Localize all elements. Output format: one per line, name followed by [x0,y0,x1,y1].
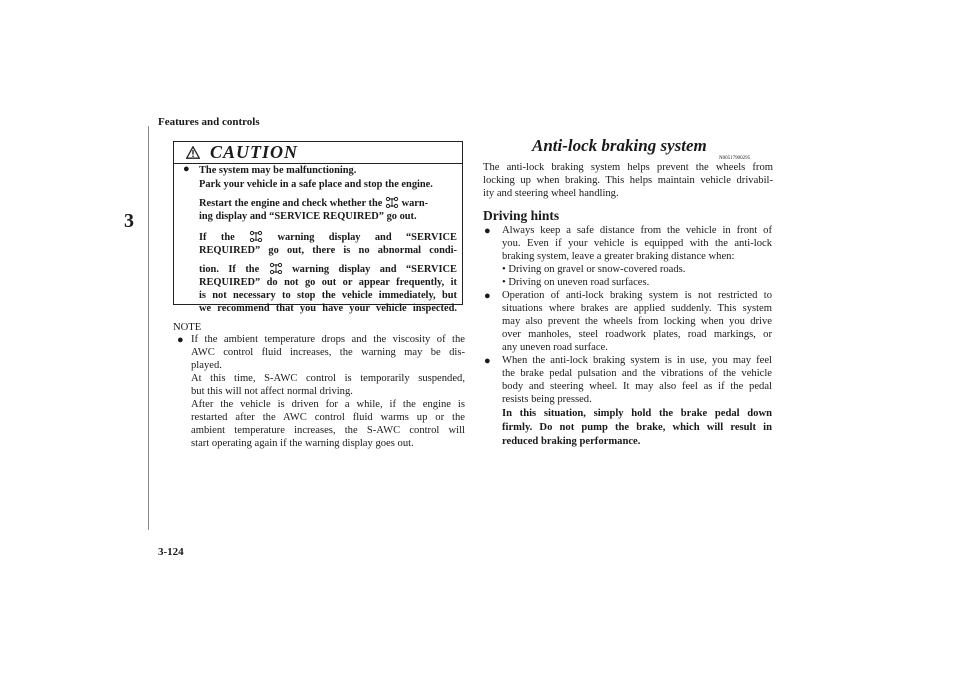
awc-warning-icon [249,230,263,242]
hint-line-bold: In this situation, simply hold the brake pedal down [502,408,772,419]
awc-warning-icon [269,262,283,274]
chapter-divider [148,126,149,530]
note-line: After the vehicle is driven for a while, if the engine is [191,399,465,410]
hint-line: Operation of anti-lock braking system is not restricted to [502,290,772,301]
bullet-icon: ● [177,334,184,346]
caution-line [199,262,457,277]
hint-line: resists being pressed. [502,394,592,405]
caution-line: ing display and “SERVICE REQUIRED” go out. [199,211,417,222]
caution-text: warning display and “SERVICE [277,232,457,243]
hint-line: • Driving on uneven road surfaces. [502,277,650,288]
hint-line: situations where brakes are applied suddenly. This system [502,303,772,314]
note-line: restarted after the AWC control fluid warms up or the [191,412,465,423]
caution-header [174,142,462,164]
caution-line: REQUIRED” do not go out or appear frequently, it [199,277,457,288]
caution-line: Park your vehicle in a safe place and stop the engine. [199,179,433,190]
caution-box [173,141,463,314]
caution-line: we recommend that you have your vehicle inspected. [199,303,457,314]
caution-line: is not necessary to stop the vehicle immediately, but [199,290,457,301]
caution-line: REQUIRED” go out, there is no abnormal condi- [199,245,457,256]
bullet-icon: ● [484,290,491,302]
running-header: Features and controls [158,116,260,128]
chapter-number: 3 [124,210,134,232]
note-label: NOTE [173,322,202,333]
hint-line-bold: reduced braking performance. [502,436,641,447]
intro-line: locking up when braking. This helps maintain vehicle drivabil- [483,175,773,186]
intro-line: The anti-lock braking system helps prevent the wheels from [483,162,773,173]
caution-line [199,196,428,211]
note-line: AWC control fluid increases, the warning may be dis- [191,347,465,358]
bullet-icon: ● [183,163,190,175]
note-line: At this time, S-AWC control is temporarily suspended, [191,373,465,384]
caution-line [199,230,457,245]
caution-text: If the [199,232,235,243]
bullet-icon: ● [484,355,491,367]
note-line: but this will not affect normal driving. [191,386,353,397]
subsection-title: Driving hints [483,208,560,223]
awc-warning-icon [385,196,399,208]
hint-line: you. Even if your vehicle is equipped with the anti-lock [502,238,772,249]
note-line: played. [191,360,222,371]
caution-text: warning display and “SERVICE [292,264,457,275]
hint-line: Always keep a safe distance from the vehicle in front of [502,225,772,236]
warning-triangle-icon [186,146,200,159]
caution-text: warn- [401,198,429,209]
caution-title: CAUTION [210,142,299,162]
caution-text: Restart the engine and check whether the [199,198,383,209]
hint-line: over manholes, steel roadwork plates, road markings, or [502,329,772,340]
intro-line: ity and steering wheel handling. [483,188,619,199]
page-number: 3-124 [158,546,184,558]
hint-line: When the anti-lock braking system is in use, you may feel [502,355,772,366]
caution-line: The system may be malfunctioning. [199,165,357,176]
section-title: Anti-lock braking system [532,136,707,155]
hint-line: braking system, leave a greater braking distance when: [502,251,735,262]
caution-text: tion. If the [199,264,260,275]
hint-line: any uneven road surface. [502,342,608,353]
bullet-icon: ● [484,225,491,237]
hint-line: • Driving on gravel or snow-covered roads. [502,264,686,275]
note-line: start operating again if the warning display goes out. [191,438,414,449]
hint-line-bold: firmly. Do not pump the brake, which will result in [502,422,772,433]
hint-line: may also prevent the wheels from locking when you drive [502,316,772,327]
reference-code: N00517900295 [719,156,751,161]
hint-line: body and steering wheel. It may also feel as if the pedal [502,381,772,392]
note-line: If the ambient temperature drops and the viscosity of the [191,334,465,345]
note-line: ambient temperature increases, the S-AWC control will [191,425,465,436]
hint-line: the brake pedal pulsation and the vibrations of the vehicle [502,368,772,379]
